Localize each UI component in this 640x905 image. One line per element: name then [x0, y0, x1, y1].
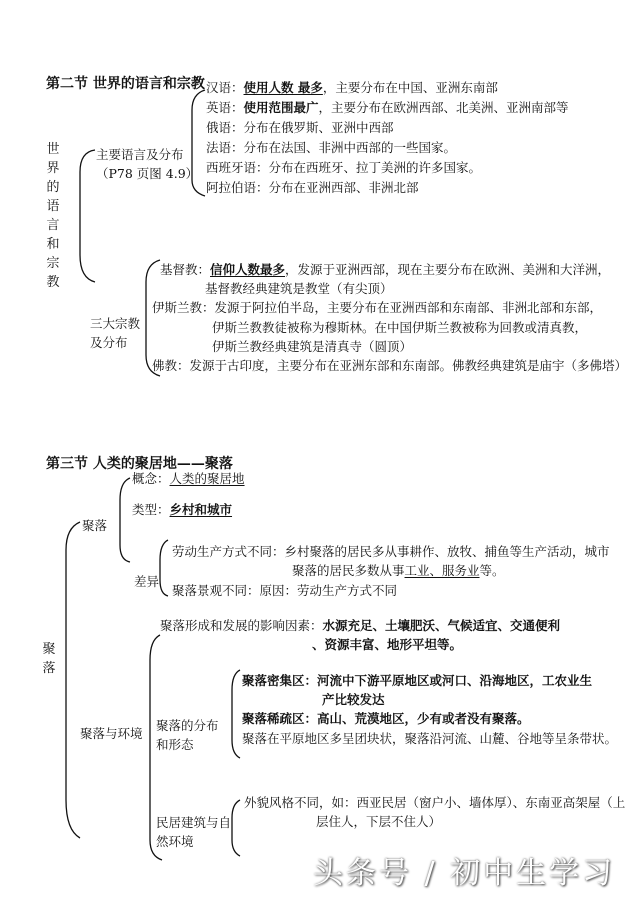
religion-label-1: 三大宗教 — [90, 316, 141, 331]
watermark: 头条号 / 初中生学习 — [313, 856, 616, 891]
concept-value: 人类的聚居地 — [169, 471, 245, 486]
dense-line-2: 产比较发达 — [322, 692, 385, 707]
lang-english — [206, 100, 569, 116]
section-2-side-label: 世界的语言和宗教 — [46, 142, 60, 290]
difference-label: 差异 — [134, 574, 160, 589]
type-prefix: 类型： — [132, 502, 170, 517]
house-label-2: 然环境 — [156, 834, 194, 849]
factor-prefix: 聚落形成和发展的影响因素： — [160, 618, 323, 633]
lang-chinese-desc: ，主要分布在中国、亚洲东南部 — [322, 80, 498, 95]
dense-line-1 — [242, 673, 592, 689]
lang-arabic: 阿拉伯语：分布在亚洲西部、非洲北部 — [206, 180, 419, 195]
labor-prefix: 聚落的居民多数从事 — [292, 563, 405, 578]
scenery-line: 聚落景观不同：原因：劳动生产方式不同 — [172, 583, 398, 598]
lang-chinese — [206, 80, 498, 96]
labor-suffix: 等。 — [479, 563, 505, 578]
christianity-desc: ，发源于亚洲西部，现在主要分布在欧洲、美洲和大洋洲， — [285, 262, 611, 277]
section-3-title: 第三节 人类的聚居地——聚落 — [46, 456, 233, 472]
distribution-label-2: 和形态 — [156, 737, 194, 752]
lang-english-desc: ，主要分布在欧洲西部、北美洲、亚洲南部等 — [318, 100, 569, 115]
labor-key: 工业、服务业 — [404, 563, 480, 578]
christianity-prefix: 基督教： — [160, 262, 211, 277]
christianity-building: 基督教经典建筑是教堂（有尖顶） — [205, 281, 393, 296]
language-page-ref: （P78 页图 4.9） — [96, 166, 199, 181]
lang-chinese-key: 使用人数 最多 — [243, 80, 323, 95]
sparse-desc: 高山、荒漠地区，少有或者没有聚落。 — [317, 711, 530, 726]
lang-spanish: 西班牙语：分布在西班牙、拉丁美洲的许多国家。 — [206, 160, 482, 175]
language-label: 主要语言及分布 — [96, 147, 184, 162]
lang-chinese-prefix: 汉语： — [206, 80, 244, 95]
sparse-prefix: 聚落稀疏区： — [242, 711, 318, 726]
concept-line — [132, 471, 245, 487]
concept-prefix: 概念： — [132, 471, 170, 486]
dense-desc: 河流中下游平原地区或河口、沿海地区，工农业生 — [317, 673, 593, 688]
religion-label-2: 及分布 — [90, 335, 128, 350]
factor-key: 水源充足、土壤肥沃、气候适宜、交通便利 — [322, 618, 561, 633]
religion-christianity — [160, 262, 610, 278]
juluo-label: 聚落 — [82, 518, 108, 533]
house-label-1: 民居建筑与自 — [156, 815, 232, 830]
religion-buddhism: 佛教：发源于古印度，主要分布在亚洲东部和东南部。佛教经典建筑是庙宇（多佛塔） — [152, 358, 628, 373]
factor-line-2: 、资源丰富、地形平坦等。 — [312, 637, 463, 652]
section-2-title: 第二节 世界的语言和宗教 — [46, 76, 205, 92]
lang-english-key: 使用范围最广 — [243, 100, 319, 115]
section-3-side-label: 聚落 — [42, 642, 56, 676]
islam-line-2: 伊斯兰教教徒被称为穆斯林。在中国伊斯兰教被称为回教或清真教， — [212, 320, 588, 335]
env-label: 聚落与环境 — [80, 726, 143, 741]
distribution-label-1: 聚落的分布 — [156, 718, 219, 733]
sparse-line — [242, 711, 530, 727]
shape-line: 聚落在平原地区多呈团块状，聚落沿河流、山麓、谷地等呈条带状。 — [242, 731, 618, 746]
lang-french: 法语：分布在法国、非洲中西部的一些国家。 — [206, 140, 457, 155]
house-line-1: 外貌风格不同，如：西亚民居（窗户小、墙体厚）、东南亚高架屋（上 — [244, 795, 626, 810]
type-line — [132, 502, 232, 518]
factor-line-1 — [160, 618, 560, 634]
dense-prefix: 聚落密集区： — [242, 673, 318, 688]
lang-english-prefix: 英语： — [206, 100, 244, 115]
religion-islam: 伊斯兰教：发源于阿拉伯半岛，主要分布在亚洲西部和东南部、非洲北部和东部， — [152, 300, 603, 315]
house-line-2: 层住人，下层不住人） — [316, 814, 442, 829]
islam-building: 伊斯兰教经典建筑是清真寺（圆顶） — [212, 339, 413, 354]
labor-line-2 — [292, 563, 505, 579]
christianity-key: 信仰人数最多 — [210, 262, 286, 277]
labor-line-1: 劳动生产方式不同：乡村聚落的居民多从事耕作、放牧、捕鱼等生产活动，城市 — [172, 544, 610, 559]
lang-russian: 俄语：分布在俄罗斯、亚洲中西部 — [206, 120, 394, 135]
type-value: 乡村和城市 — [169, 502, 233, 517]
